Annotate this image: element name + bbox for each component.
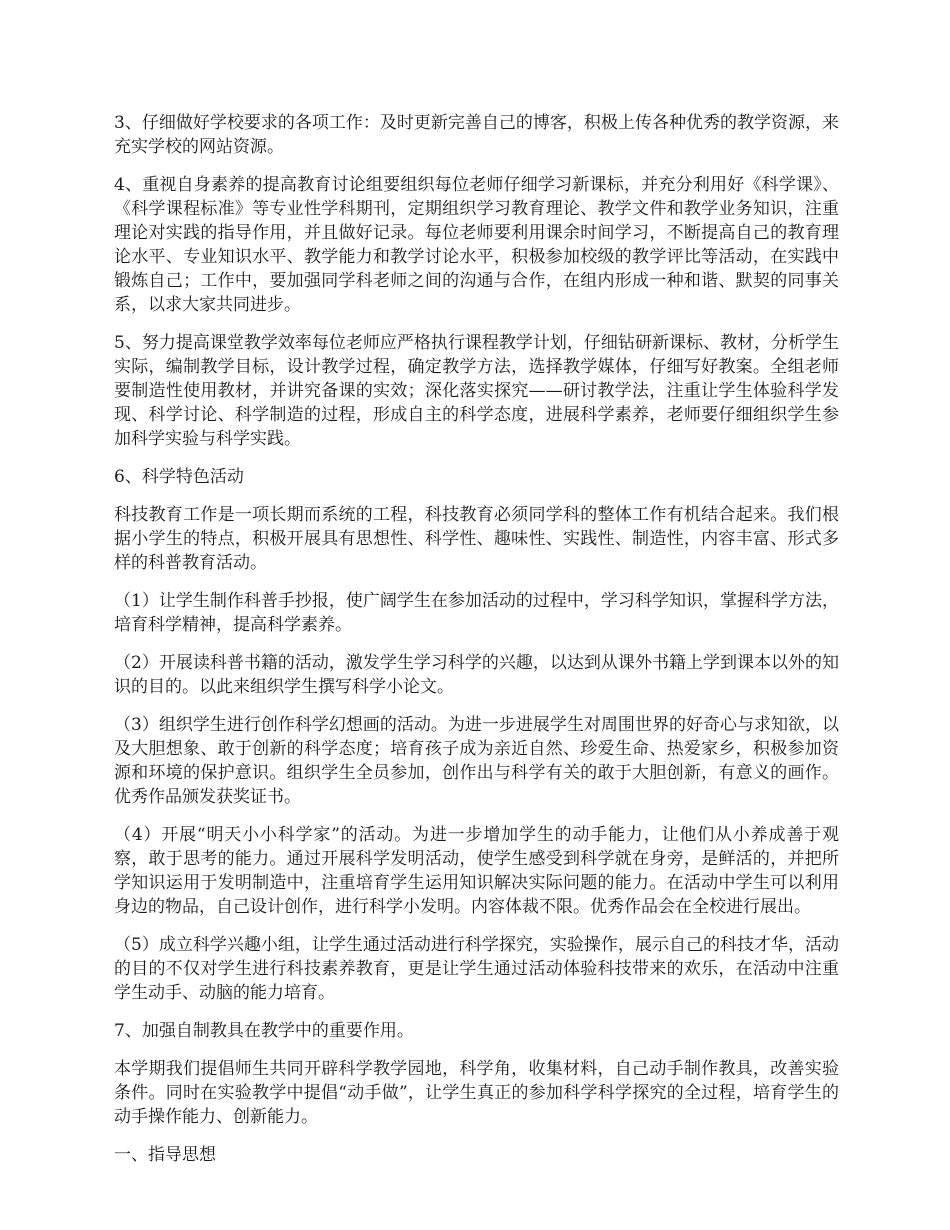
paragraph-teaching-aids: 本学期我们提倡师生共同开辟科学教学园地，科学角，收集材料，自己动手制作教具，改善实验条件。同时在实验教学中提倡“动手做”，让学生真正的参加科学科学探究的全过程，培育学生的动手操作能力、创新能力。 [114, 1059, 839, 1127]
document-body [114, 111, 839, 1181]
section-heading-7: 7、加强自制教具在教学中的重要作用。 [114, 1021, 414, 1041]
activity-item-1: （1）让学生制作科普手抄报，使广阔学生在参加活动的过程中，学习科学知识，掌握科学方法，培育科学精神，提高科学素养。 [114, 591, 839, 635]
activity-item-2: （2）开展读科普书籍的活动，激发学生学习科学的兴趣，以达到从课外书籍上学到课本以外的知识的目的。以此来组织学生撰写科学小论文。 [114, 653, 839, 697]
section-heading-guiding-ideology: 一、指导思想 [114, 1145, 216, 1165]
activity-item-4: （4）开展“明天小小科学家”的活动。为进一步增加学生的动手能力，让他们从小养成善于观察，敢于思考的能力。通过开展科学发明活动，使学生感受到科学就在身旁，是鲜活的，并把所学知识运用于发明制造中，注重培育学生运用知识解决实际问题的能力。在活动中学生可以利用身边的物品，自己设计创作，进行科学小发明。内容体裁不限。优秀作品会在全校进行展出。 [114, 825, 839, 917]
activity-item-3: （3）组织学生进行创作科学幻想画的活动。为进一步进展学生对周围世界的好奇心与求知欲，以及大胆想象、敢于创新的科学态度；培育孩子成为亲近自然、珍爱生命、热爱家乡，积极参加资源和环境的保护意识。组织学生全员参加，创作出与科学有关的敢于大胆创新，有意义的画作。优秀作品颁发获奖证书。 [114, 715, 839, 807]
paragraph-item-3: 3、仔细做好学校要求的各项工作：及时更新完善自己的博客，积极上传各种优秀的教学资源，来充实学校的网站资源。 [114, 113, 839, 157]
section-heading-6: 6、科学特色活动 [114, 467, 244, 487]
paragraph-item-4: 4、重视自身素养的提高教育讨论组要组织每位老师仔细学习新课标，并充分利用好《科学课》、《科学课程标准》等专业性学科期刊，定期组织学习教育理论、教学文件和教学业务知识，注重理论对实践的指导作用，并且做好记录。每位老师要利用课余时间学习，不断提高自己的教育理论水平、专业知识水平、教学能力和教学讨论水平，积极参加校级的教学评比等活动，在实践中锻炼自己；工作中，要加强同学科老师之间的沟通与合作，在组内形成一种和谐、默契的同事关系，以求大家共同进步。 [114, 175, 839, 315]
paragraph-item-5: 5、努力提高课堂教学效率每位老师应严格执行课程教学计划，仔细钻研新课标、教材，分析学生实际，编制教学目标，设计教学过程，确定教学方法，选择教学媒体，仔细写好教案。全组老师要制造性使用教材，并讲究备课的实效；深化落实探究——研讨教学法，注重让学生体验科学发现、科学讨论、科学制造的过程，形成自主的科学态度，进展科学素养，老师要仔细组织学生参加科学实验与科学实践。 [114, 333, 839, 449]
activity-item-5: （5）成立科学兴趣小组，让学生通过活动进行科学探究，实验操作，展示自己的科技才华，活动的目的不仅对学生进行科技素养教育，更是让学生通过活动体验科技带来的欢乐，在活动中注重学生动手、动脑的能力培育。 [114, 935, 839, 1003]
paragraph-intro: 科技教育工作是一项长期而系统的工程，科技教育必须同学科的整体工作有机结合起来。我们根据小学生的特点，积极开展具有思想性、科学性、趣味性、实践性、制造性，内容丰富、形式多样的科普教育活动。 [114, 505, 839, 573]
